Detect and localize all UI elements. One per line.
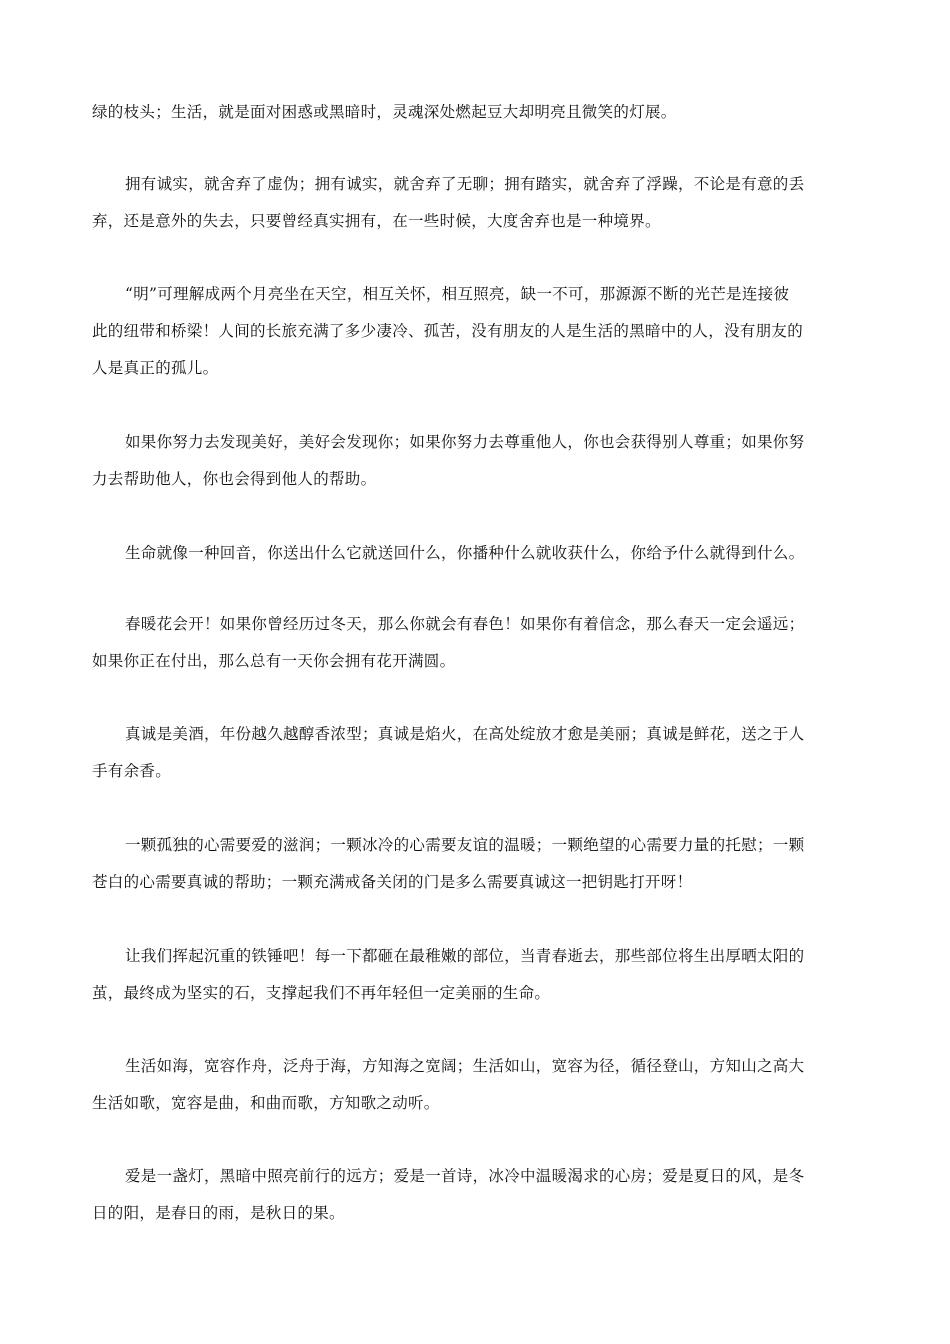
paragraph-line: 如果你正在付出，那么总有一天你会拥有花开满圆。 [92,652,456,670]
paragraph-7 [92,716,862,790]
paragraph-2 [92,166,862,240]
paragraph-3 [92,276,862,387]
paragraph-line: 拥有诚实，就舍弃了虚伪；拥有诚实，就舍弃了无聊；拥有踏实，就舍弃了浮躁，不论是有意的丢 [125,175,805,193]
paragraph-line: 一颗孤独的心需要爱的滋润；一颗冰冷的心需要友谊的温暖；一颗绝望的心需要力量的托慰；一颗 [125,836,805,854]
paragraph-line: 如果你努力去发现美好，美好会发现你；如果你努力去尊重他人，你也会获得别人尊重；如果你努 [125,433,805,451]
paragraph-line: 春暖花会开！如果你曾经历过冬天，那么你就会有春色！如果你有着信念，那么春天一定会遥远； [125,615,805,633]
paragraph-line: 茧，最终成为坚实的石，支撑起我们不再年轻但一定美丽的生命。 [92,984,551,1002]
paragraph-line: 弃，还是意外的失去，只要曾经真实拥有，在一些时候，大度舍弃也是一种境界。 [92,212,661,230]
paragraph-11 [92,1158,862,1232]
paragraph-line: 苍白的心需要真诚的帮助；一颗充满戒备关闭的门是多么需要真诚这一把钥匙打开呀！ [92,873,693,891]
paragraph-10 [92,1048,862,1122]
paragraph-line: 绿的枝头；生活，就是面对困惑或黑暗时，灵魂深处燃起豆大却明亮且微笑的灯展。 [92,103,677,121]
paragraph-line: 此的纽带和桥梁！人间的长旅充满了多少凄冷、孤苦，没有朋友的人是生活的黑暗中的人，没有朋友的 [92,322,804,340]
paragraph-8 [92,827,862,901]
paragraph-line: 让我们挥起沉重的铁锤吧！每一下都砸在最稚嫩的部位，当青春逝去，那些部位将生出厚晒太阳的 [125,947,805,965]
paragraph-9 [92,938,862,1012]
paragraph-line: 手有余香。 [92,762,172,780]
paragraph-line: 力去帮助他人，你也会得到他人的帮助。 [92,470,377,488]
paragraph-line: 生命就像一种回音，你送出什么它就送回什么，你播种什么就收获什么，你给予什么就得到什么。 [125,544,805,562]
paragraph-5 [92,535,862,572]
paragraph-line: “明”可理解成两个月亮坐在天空，相互关怀，相互照亮，缺一不可，那源源不断的光芒是连接彼 [125,285,790,303]
paragraph-1 [92,94,862,131]
paragraph-line: 爱是一盏灯，黑暗中照亮前行的远方；爱是一首诗，冰冷中温暖渴求的心房；爱是夏日的风，是冬 [125,1167,805,1185]
paragraph-line: 日的阳，是春日的雨，是秋日的果。 [92,1204,345,1222]
paragraph-line: 生活如歌，宽容是曲，和曲而歌，方知歌之动听。 [92,1094,440,1112]
paragraph-line: 生活如海，宽容作舟，泛舟于海，方知海之宽阔；生活如山，宽容为径，循径登山，方知山之高大 [125,1057,805,1075]
paragraph-4 [92,424,862,498]
paragraph-line: 人是真正的孤儿。 [92,359,219,377]
paragraph-6 [92,606,862,680]
paragraph-line: 真诚是美酒，年份越久越醇香浓型；真诚是焰火，在高处绽放才愈是美丽；真诚是鲜花，送之于人 [125,725,805,743]
